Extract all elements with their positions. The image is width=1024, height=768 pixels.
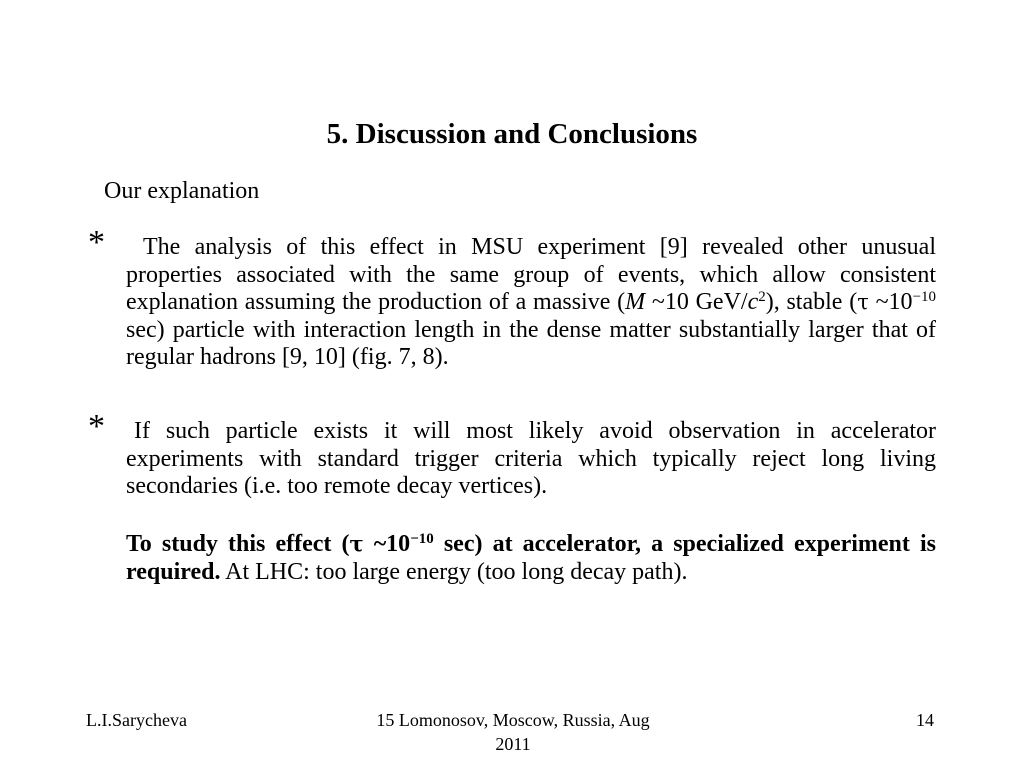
conclusion-bold-3: sec) at accelerator, a specialized experiment is required.	[126, 531, 936, 585]
footer-event	[352, 708, 674, 756]
slide-title: 5. Discussion and Conclusions	[326, 118, 698, 150]
bullet-2-body: If such particle exists it will most likely avoid observation in accelerator experiments with standard trigger criteria which typically reject long living secondaries (i.e. too remote decay vertices).	[126, 418, 936, 499]
mass-symbol: M	[625, 289, 646, 315]
bullet-1-part1: The analysis of this effect in MSU experiment [9] revealed other unusual properties associated with the same group of events, which allow consistent explanation assuming the production of a massive (	[126, 234, 936, 315]
bullet-1-part3: ), stable (	[765, 289, 858, 315]
footer-author: L.I.Sarycheva	[86, 710, 187, 730]
footer-event-line2: 2011	[495, 734, 531, 754]
bullet-1-part4: ~10	[868, 289, 913, 315]
conclusion-exponent: −10	[410, 530, 434, 547]
bullet-star-2: *	[88, 408, 105, 445]
c-power: 2	[758, 288, 766, 305]
conclusion-bold-1: To study this effect (	[126, 531, 350, 557]
tau-symbol: τ	[857, 290, 869, 314]
slide-subtitle: Our explanation	[104, 178, 260, 204]
conclusion-tau-symbol: τ	[349, 531, 364, 556]
footer-page-number: 14	[916, 710, 934, 730]
conclusion-text	[126, 530, 936, 586]
bullet-1-part2: ~10 GeV/	[645, 289, 748, 315]
bullet-1-text	[126, 234, 936, 372]
bullet-2-text	[126, 418, 936, 501]
bullet-1-part5: sec) particle with interaction length in the dense matter substantially larger that of regular hadrons [9, 10] (fig. 7, 8).	[126, 316, 936, 370]
footer-event-line1: 15 Lomonosov, Moscow, Russia, Aug	[376, 710, 650, 730]
conclusion-normal: At LHC: too large energy (too long decay path).	[220, 558, 688, 585]
bullet-star-1: *	[88, 224, 105, 261]
c-symbol: c	[747, 289, 759, 315]
lifetime-exponent: −10	[912, 288, 937, 305]
conclusion-bold-2: ~10	[363, 531, 411, 557]
